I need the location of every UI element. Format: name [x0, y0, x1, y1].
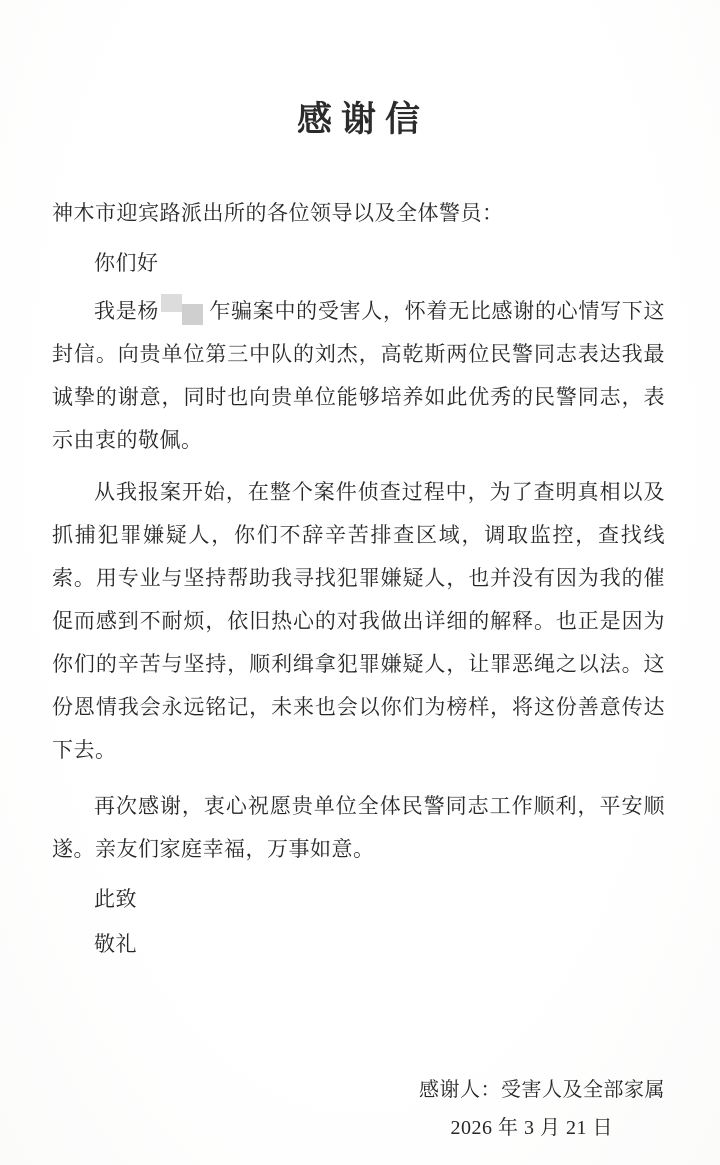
- paragraph-1-text-before-redaction: 我是杨: [94, 299, 160, 323]
- paragraph-1-text-after-redaction: 乍骗案中的受害人，怀着无比感谢的心情写下这封信。向贵单位第三中队的刘杰，高乾斯两位民警同志表达我最诚挚的谢意，同时也向贵单位能够培养如此优秀的民警同志，表示由衷的敬佩。: [52, 299, 665, 452]
- signature-name-line: 感谢人：受害人及全部家属: [419, 1079, 665, 1101]
- letter-paragraph-2: 从我报案开始，在整个案件侦查过程中，为了查明真相以及抓捕犯罪嫌疑人，你们不辞辛苦排查区域，调取监控，查找线索。用专业与坚持帮助我寻找犯罪嫌疑人，也并没有因为我的催促而感到不耐烦，依旧热心的对我做出详细的解释。也正是因为你们的辛苦与坚持，顺利缉拿犯罪嫌疑人，让罪恶绳之以法。这份恩情我会永远铭记，未来也会以你们为榜样，将这份善意传达下去。: [52, 480, 665, 762]
- signature-date-line: 2026 年 3 月 21 日: [450, 1117, 613, 1139]
- letter-greeting: 你们好: [94, 251, 159, 275]
- letter-title: 感谢信: [296, 100, 429, 139]
- closing-cizhi: 此致: [94, 887, 137, 911]
- letter-paragraph-1: [52, 290, 665, 462]
- closing-jingli: 敬礼: [94, 932, 137, 956]
- signature-block: [52, 1071, 665, 1147]
- redaction-mosaic: [159, 293, 209, 327]
- letter-paragraph-3: 再次感谢，衷心祝愿贵单位全体民警同志工作顺利，平安顺遂。亲友们家庭幸福，万事如意。: [52, 794, 665, 861]
- letter-salutation: 神木市迎宾路派出所的各位领导以及全体警员：: [52, 201, 504, 225]
